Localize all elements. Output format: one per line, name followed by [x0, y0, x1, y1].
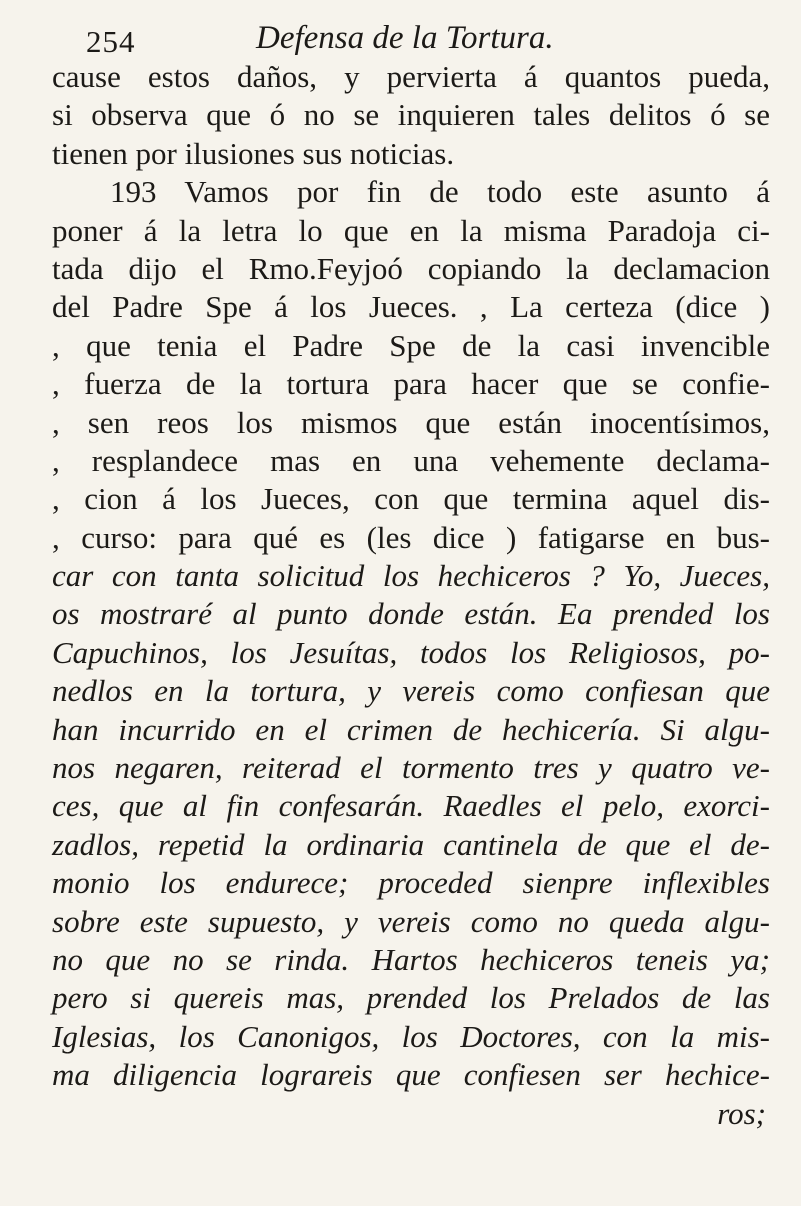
- text-line: tienen por ilusiones sus noticias.: [52, 135, 455, 171]
- text-line: tada dijo el Rmo.Feyjoó copiando la declamacion: [52, 250, 770, 286]
- running-title: Defensa de la Tortura.: [256, 20, 554, 56]
- page-number: 254: [86, 24, 136, 59]
- italic-line: nos negaren, reiterad el tormento tres y quatro ve-: [52, 750, 770, 786]
- quoted-line: , curso: para qué es (les dice ) fatigarse en bus-: [52, 519, 770, 555]
- quoted-line: , cion á los Jueces, con que termina aquel dis-: [52, 481, 770, 517]
- italic-line: os mostraré al punto donde están. Ea prended los: [52, 596, 770, 632]
- italic-line: car con tanta solicitud los hechiceros ? Yo, Jueces,: [52, 558, 770, 594]
- quoted-line: , que tenia el Padre Spe de la casi invencible: [52, 327, 770, 363]
- italic-line: han incurrido en el crimen de hechicería. Si algu-: [52, 711, 770, 747]
- italic-line: monio los endurece; proceded sienpre inflexibles: [52, 865, 770, 901]
- italic-line: sobre este supuesto, y vereis como no queda algu-: [52, 903, 770, 939]
- body-text: [52, 58, 770, 1133]
- italic-line: Capuchinos, los Jesuítas, todos los Religiosos, po-: [52, 634, 770, 670]
- paragraph-start-line: 193 Vamos por fin de todo este asunto á: [110, 174, 770, 210]
- quoted-line: , sen reos los mismos que están inocentísimos,: [52, 404, 770, 440]
- text-line: si observa que ó no se inquieren tales delitos ó se: [52, 97, 770, 133]
- quoted-line: , resplandece mas en una vehemente declama-: [52, 442, 770, 478]
- quoted-line: , fuerza de la tortura para hacer que se confie-: [52, 366, 770, 402]
- italic-line: no que no se rinda. Hartos hechiceros teneis ya;: [52, 941, 770, 977]
- text-line: del Padre Spe á los Jueces. , La certeza (dice ): [52, 289, 770, 325]
- italic-line: zadlos, repetid la ordinaria cantinela de que el de-: [52, 826, 770, 862]
- italic-line: pero si quereis mas, prended los Prelados de las: [52, 980, 770, 1016]
- italic-line: Iglesias, los Canonigos, los Doctores, con la mis-: [52, 1018, 770, 1054]
- italic-line: ma diligencia lograreis que confiesen ser hechice-: [52, 1057, 770, 1093]
- text-line: cause estos daños, y pervierta á quantos pueda,: [52, 59, 770, 94]
- text-line: poner á la letra lo que en la misma Paradoja ci-: [52, 212, 770, 248]
- italic-line: ces, que al fin confesarán. Raedles el pelo, exorci-: [52, 788, 770, 824]
- catchword: ros;: [717, 1095, 766, 1131]
- italic-line: nedlos en la tortura, y vereis como confiesan que: [52, 673, 770, 709]
